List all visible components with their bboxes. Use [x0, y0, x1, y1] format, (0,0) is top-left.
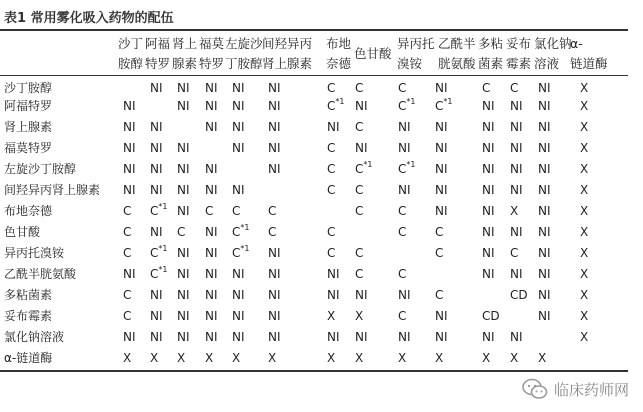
table-cell: C: [398, 267, 407, 281]
table-cell: NI: [150, 225, 163, 239]
table-cell: X: [398, 351, 407, 365]
column-header-line2: 特罗: [145, 56, 171, 71]
table-cell: NI: [538, 246, 551, 260]
row-label: 色甘酸: [4, 225, 41, 239]
column-header-line1: 异丙托: [397, 36, 435, 51]
row-label: 间羟异丙肾上腺素: [4, 183, 101, 197]
table-cell: C: [327, 183, 336, 197]
table-cell: NI: [150, 120, 163, 134]
table-cell: X: [435, 351, 444, 365]
table-cell: X: [150, 351, 159, 365]
table-cell: NI: [538, 120, 551, 134]
column-header-line2: 链道酶: [570, 56, 608, 71]
table-cell: NI: [268, 246, 281, 260]
table-cell: C: [232, 204, 241, 218]
table-cell: NI: [538, 81, 551, 95]
table-cell: NI: [327, 120, 340, 134]
table-cell: NI: [482, 120, 495, 134]
table-cell: NI: [538, 141, 551, 155]
table-cell: [327, 99, 344, 113]
table-cell: NI: [232, 288, 245, 302]
footnote-marker: *1: [240, 244, 250, 253]
table-cell: NI: [123, 267, 136, 281]
table-cell: C: [355, 267, 364, 281]
footnote-marker: *1: [240, 223, 250, 232]
table-cell: [232, 225, 249, 239]
table-cell: C: [482, 81, 491, 95]
table-cell: NI: [398, 288, 411, 302]
table-cell: NI: [435, 309, 448, 323]
table-cell: NI: [435, 204, 448, 218]
table-cell: NI: [232, 99, 245, 113]
table-cell: X: [580, 309, 589, 323]
table-cell: NI: [538, 288, 551, 302]
footnote-marker: *1: [158, 202, 168, 211]
table-cell: NI: [232, 120, 245, 134]
table-cell: NI: [205, 120, 218, 134]
table-cell: NI: [398, 120, 411, 134]
table-cell: C: [123, 288, 132, 302]
column-header-line1: 沙丁: [118, 36, 144, 51]
table-cell: NI: [232, 141, 245, 155]
table-cell: NI: [205, 162, 218, 176]
row-label: 多粘菌素: [4, 288, 53, 302]
table-cell: C: [327, 141, 336, 155]
table-cell: [150, 204, 167, 218]
column-header-line1: 福莫: [199, 36, 225, 51]
table-cell: C: [355, 204, 364, 218]
column-header-line2: 溴铵: [397, 56, 423, 71]
cell-value: C: [150, 246, 159, 260]
table-cell: C: [355, 81, 364, 95]
table-cell: NI: [177, 267, 190, 281]
table-cell: NI: [205, 246, 218, 260]
table-cell: X: [580, 267, 589, 281]
table-cell: NI: [268, 81, 281, 95]
table-cell: NI: [205, 225, 218, 239]
table-cell: X: [580, 225, 589, 239]
table-cell: NI: [205, 309, 218, 323]
cell-value: C: [150, 267, 159, 281]
table-cell: NI: [538, 309, 551, 323]
table-cell: NI: [355, 288, 368, 302]
table-cell: NI: [482, 162, 495, 176]
table-cell: X: [177, 351, 186, 365]
table-cell: X: [580, 288, 589, 302]
wechat-icon: [522, 378, 548, 400]
table-cell: NI: [435, 330, 448, 344]
watermark: [522, 378, 629, 400]
table-cell: [398, 162, 415, 176]
table-cell: C: [327, 246, 336, 260]
column-header-line2: 胺醇: [118, 56, 144, 71]
column-header-line1: 多粘: [478, 36, 504, 51]
table-cell: NI: [205, 81, 218, 95]
table-cell: NI: [232, 309, 245, 323]
table-cell: NI: [232, 81, 245, 95]
table-cell: NI: [538, 162, 551, 176]
table-cell: C: [510, 81, 519, 95]
table-cell: C: [355, 246, 364, 260]
table-cell: NI: [482, 225, 495, 239]
table-cell: NI: [205, 183, 218, 197]
table-cell: X: [510, 204, 519, 218]
table-cell: C: [435, 288, 444, 302]
table-cell: X: [355, 309, 364, 323]
column-header-line2: 霉素: [506, 56, 532, 71]
table-cell: NI: [510, 330, 523, 344]
cell-value: C: [435, 99, 444, 113]
table-cell: C: [123, 225, 132, 239]
table-cell: C: [327, 81, 336, 95]
table-cell: NI: [205, 267, 218, 281]
column-header-line1: 布地: [326, 36, 352, 51]
table-cell: NI: [268, 162, 281, 176]
column-header-line2: 特罗: [199, 56, 225, 71]
table-cell: X: [327, 351, 336, 365]
table-cell: NI: [482, 267, 495, 281]
table-cell: NI: [538, 225, 551, 239]
table-cell: NI: [510, 267, 523, 281]
table-cell: NI: [355, 330, 368, 344]
table-cell: X: [580, 120, 589, 134]
table-cell: NI: [510, 120, 523, 134]
table-cell: NI: [268, 330, 281, 344]
table-cell: NI: [398, 183, 411, 197]
column-header-line2: 菌素: [478, 56, 504, 71]
column-header-line2: 肾上腺素: [262, 56, 313, 71]
table-cell: C: [205, 204, 214, 218]
table-cell: CD: [482, 309, 500, 323]
table-cell: NI: [177, 183, 190, 197]
table-cell: NI: [538, 267, 551, 281]
row-label: 阿福特罗: [4, 99, 53, 113]
table-cell: NI: [268, 141, 281, 155]
table-cell: NI: [150, 288, 163, 302]
table-cell: C: [355, 183, 364, 197]
row-label: 福莫特罗: [4, 141, 53, 155]
table-title: 表1 常用雾化吸入药物的配伍: [4, 11, 174, 26]
footnote-marker: *1: [443, 97, 453, 106]
column-header-line1: 乙酰半: [438, 36, 476, 51]
table-cell: NI: [205, 99, 218, 113]
table-cell: NI: [150, 309, 163, 323]
table-cell: C: [435, 225, 444, 239]
table-cell: NI: [268, 309, 281, 323]
table-cell: NI: [435, 162, 448, 176]
table-cell: C: [398, 225, 407, 239]
cell-value: C: [355, 162, 364, 176]
table-cell: C: [435, 246, 444, 260]
table-cell: NI: [510, 99, 523, 113]
table-cell: X: [580, 81, 589, 95]
table-cell: NI: [123, 183, 136, 197]
table-cell: X: [232, 351, 241, 365]
table-top-rule: [0, 29, 628, 31]
table-cell: NI: [232, 267, 245, 281]
row-label: 肾上腺素: [4, 120, 53, 134]
table-cell: X: [205, 351, 214, 365]
table-cell: NI: [327, 267, 340, 281]
column-header-line2: 腺素: [172, 56, 198, 71]
table-cell: NI: [510, 225, 523, 239]
cell-value: C: [150, 204, 159, 218]
column-header-line2: 胱氨酸: [438, 56, 476, 71]
column-header-line1: 间羟异丙: [262, 36, 313, 51]
table-cell: X: [580, 99, 589, 113]
table-cell: [398, 99, 415, 113]
table-cell: C: [268, 204, 277, 218]
table-bottom-rule: [0, 370, 628, 372]
row-label: 妥布霉素: [4, 309, 53, 323]
table-cell: NI: [177, 204, 190, 218]
table-cell: NI: [123, 141, 136, 155]
table-cell: NI: [123, 120, 136, 134]
table-cell: NI: [482, 141, 495, 155]
table-cell: NI: [232, 330, 245, 344]
table-cell: X: [580, 183, 589, 197]
cell-value: C: [398, 162, 407, 176]
table-cell: NI: [268, 99, 281, 113]
table-cell: NI: [177, 309, 190, 323]
table-cell: NI: [177, 246, 190, 260]
table-cell: NI: [482, 204, 495, 218]
table-cell: NI: [355, 99, 368, 113]
table-cell: [435, 99, 452, 113]
table-cell: NI: [398, 141, 411, 155]
column-header-line1: 肾上: [172, 36, 198, 51]
column-header-line1: 阿福: [145, 36, 171, 51]
table-cell: X: [538, 351, 547, 365]
table-cell: X: [327, 309, 336, 323]
table-header-rule: [0, 75, 628, 76]
table-cell: NI: [435, 120, 448, 134]
column-header-line1: α-: [570, 36, 583, 51]
table-cell: C: [398, 204, 407, 218]
table-cell: NI: [435, 81, 448, 95]
table-cell: NI: [177, 330, 190, 344]
footnote-marker: *1: [363, 160, 373, 169]
table-cell: X: [482, 351, 491, 365]
row-label: 沙丁胺醇: [4, 81, 53, 95]
column-header-line2: 溶液: [534, 56, 560, 71]
table-cell: NI: [177, 141, 190, 155]
row-label: 氯化钠溶液: [4, 330, 65, 344]
table-cell: NI: [150, 162, 163, 176]
column-header-line1: 妥布: [506, 36, 532, 51]
table-cell: [150, 246, 167, 260]
row-label: 乙酰半胱氨酸: [4, 267, 77, 281]
table-cell: NI: [205, 288, 218, 302]
table-cell: NI: [232, 183, 245, 197]
footnote-marker: *1: [158, 265, 168, 274]
table-cell: NI: [123, 330, 136, 344]
table-cell: NI: [398, 330, 411, 344]
table-cell: C: [327, 162, 336, 176]
table-cell: X: [580, 162, 589, 176]
watermark-text: 临床药师网: [553, 380, 629, 399]
table-cell: NI: [150, 183, 163, 197]
footnote-marker: *1: [158, 244, 168, 253]
table-cell: C: [268, 225, 277, 239]
column-header-line1: 氯化钠: [534, 36, 572, 51]
table-cell: [150, 267, 167, 281]
column-header-line2: 奈德: [326, 56, 352, 71]
table-cell: NI: [482, 183, 495, 197]
table-cell: NI: [327, 288, 340, 302]
table-cell: X: [510, 351, 519, 365]
table-cell: C: [327, 225, 336, 239]
table-cell: NI: [123, 99, 136, 113]
table-cell: NI: [268, 120, 281, 134]
table-cell: NI: [482, 246, 495, 260]
table-cell: NI: [510, 162, 523, 176]
table-cell: NI: [435, 141, 448, 155]
column-header-line1: 色甘酸: [354, 46, 392, 61]
table-cell: NI: [510, 141, 523, 155]
table-cell: C: [123, 204, 132, 218]
table-cell: NI: [482, 330, 495, 344]
table-cell: NI: [268, 288, 281, 302]
table-cell: X: [580, 330, 589, 344]
table-cell: X: [580, 204, 589, 218]
table-cell: X: [355, 351, 364, 365]
cell-value: C: [398, 99, 407, 113]
table-cell: NI: [538, 183, 551, 197]
table-cell: NI: [435, 183, 448, 197]
row-label: 异丙托溴铵: [4, 246, 65, 260]
table-cell: NI: [177, 162, 190, 176]
table-cell: CD: [510, 288, 528, 302]
cell-value: C: [327, 99, 336, 113]
table-cell: NI: [205, 330, 218, 344]
row-label: 布地奈德: [4, 204, 53, 218]
column-header-line2: 丁胺醇: [225, 56, 263, 71]
table-cell: C: [510, 246, 519, 260]
table-cell: NI: [150, 141, 163, 155]
table-cell: NI: [177, 81, 190, 95]
table-cell: C: [398, 309, 407, 323]
table-cell: NI: [177, 288, 190, 302]
table-cell: C: [177, 225, 186, 239]
table-cell: C: [123, 309, 132, 323]
footnote-marker: *1: [335, 97, 345, 106]
table-cell: NI: [150, 81, 163, 95]
table-cell: C: [398, 81, 407, 95]
table-cell: [232, 246, 249, 260]
table-cell: X: [580, 246, 589, 260]
table-cell: X: [580, 141, 589, 155]
column-header-line1: 左旋沙: [225, 36, 263, 51]
table-cell: NI: [268, 267, 281, 281]
row-label: 左旋沙丁胺醇: [4, 162, 77, 176]
footnote-marker: *1: [406, 97, 416, 106]
table-cell: NI: [538, 204, 551, 218]
table-cell: NI: [482, 99, 495, 113]
table-cell: C: [355, 120, 364, 134]
footnote-marker: *1: [406, 160, 416, 169]
table-cell: NI: [510, 183, 523, 197]
row-label: α-链道酶: [4, 351, 53, 365]
table-cell: NI: [538, 99, 551, 113]
table-cell: NI: [150, 330, 163, 344]
table-cell: NI: [355, 141, 368, 155]
table-cell: NI: [177, 99, 190, 113]
table-cell: X: [268, 351, 277, 365]
cell-value: C: [232, 225, 241, 239]
table-cell: NI: [327, 330, 340, 344]
table-cell: X: [123, 351, 132, 365]
table-cell: [355, 162, 372, 176]
table-cell: NI: [123, 162, 136, 176]
cell-value: C: [232, 246, 241, 260]
table-cell: C: [123, 246, 132, 260]
